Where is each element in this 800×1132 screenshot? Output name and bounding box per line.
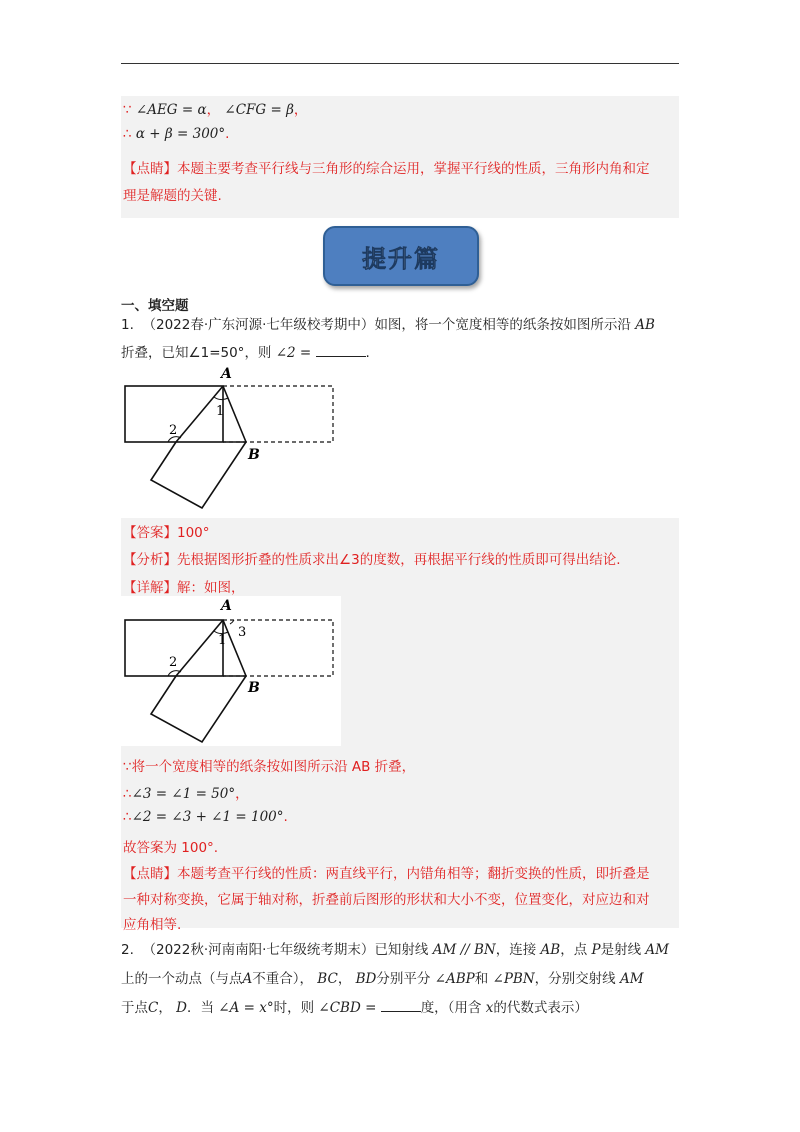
fig2-label-2: 2 (169, 655, 178, 670)
q1-dianjing-2: 一种对称变换，它属于轴对称，折叠前后图形的形状和大小不变，位置变化，对应边和对 (123, 892, 650, 908)
q2-line-3: 于点C， D．当 ∠A = x°时，则 ∠CBD = 度，（用含 x的代数式表示） (121, 996, 588, 1016)
q1-step-1: ∵将一个宽度相等的纸条按如图所示沿 AB 折叠， (123, 759, 416, 775)
fig2-label-3: 3 (238, 625, 247, 640)
q1-detail: 【详解】解：如图， (123, 580, 245, 596)
q1-dianjing-3: 应角相等. (123, 917, 182, 933)
fig1-label-b: B (248, 447, 260, 463)
q2-line-1: 2. （2022秋·河南南阳·七年级统考期末）已知射线 AM // BN，连接 AB，点 P是射线 AM (121, 942, 669, 958)
fig2-label-b: B (248, 680, 260, 696)
q1-line-2: 折叠，已知∠1=50°，则 ∠2 = . (121, 341, 370, 361)
section-heading: 一、填空题 (121, 298, 189, 314)
q1-dianjing-1: 【点睛】本题考查平行线的性质：两直线平行，内错角相等；翻折变换的性质，即折叠是 (123, 866, 650, 882)
q1-figure (118, 362, 343, 514)
q1-answer-figure (118, 596, 343, 748)
section-banner: 提升篇 (323, 226, 479, 286)
fig1-label-a: A (221, 366, 232, 382)
fig1-label-2: 2 (169, 423, 178, 438)
q1-line-1: 1. （2022春·广东河源·七年级校考期中）如图，将一个宽度相等的纸条按如图所示沿 AB (121, 317, 655, 333)
q1-answer-blank[interactable] (316, 342, 366, 357)
q1-analysis: 【分析】先根据图形折叠的性质求出∠3的度数，再根据平行线的性质即可得出结论. (123, 552, 621, 568)
prev-dianjing-2: 理是解题的关键. (123, 188, 222, 204)
fig2-label-1: 1 (218, 633, 227, 648)
fig2-label-a: A (221, 598, 232, 614)
fig1-label-1: 1 (216, 404, 225, 419)
q2-answer-blank[interactable] (381, 997, 421, 1012)
q1-answer: 【答案】100° (123, 525, 210, 541)
prev-dianjing-1: 【点睛】本题主要考查平行线与三角形的综合运用，掌握平行线的性质，三角形内角和定 (123, 161, 650, 177)
q1-step-2: ∴∠3 = ∠1 = 50°， (123, 786, 249, 802)
q1-step-3: ∴∠2 = ∠3 + ∠1 = 100°. (123, 809, 288, 825)
q2-line-2: 上的一个动点（与点A不重合）， BC， BD分别平分 ∠ABP和 ∠PBN，分别交射线 AM (121, 971, 644, 987)
q1-final: 故答案为 100°. (123, 840, 219, 856)
header-rule (121, 63, 679, 64)
prev-line-1: ∵ ∠AEG = α， ∠CFG = β， (123, 102, 308, 118)
prev-line-2: ∴ α + β = 300°. (123, 126, 230, 142)
